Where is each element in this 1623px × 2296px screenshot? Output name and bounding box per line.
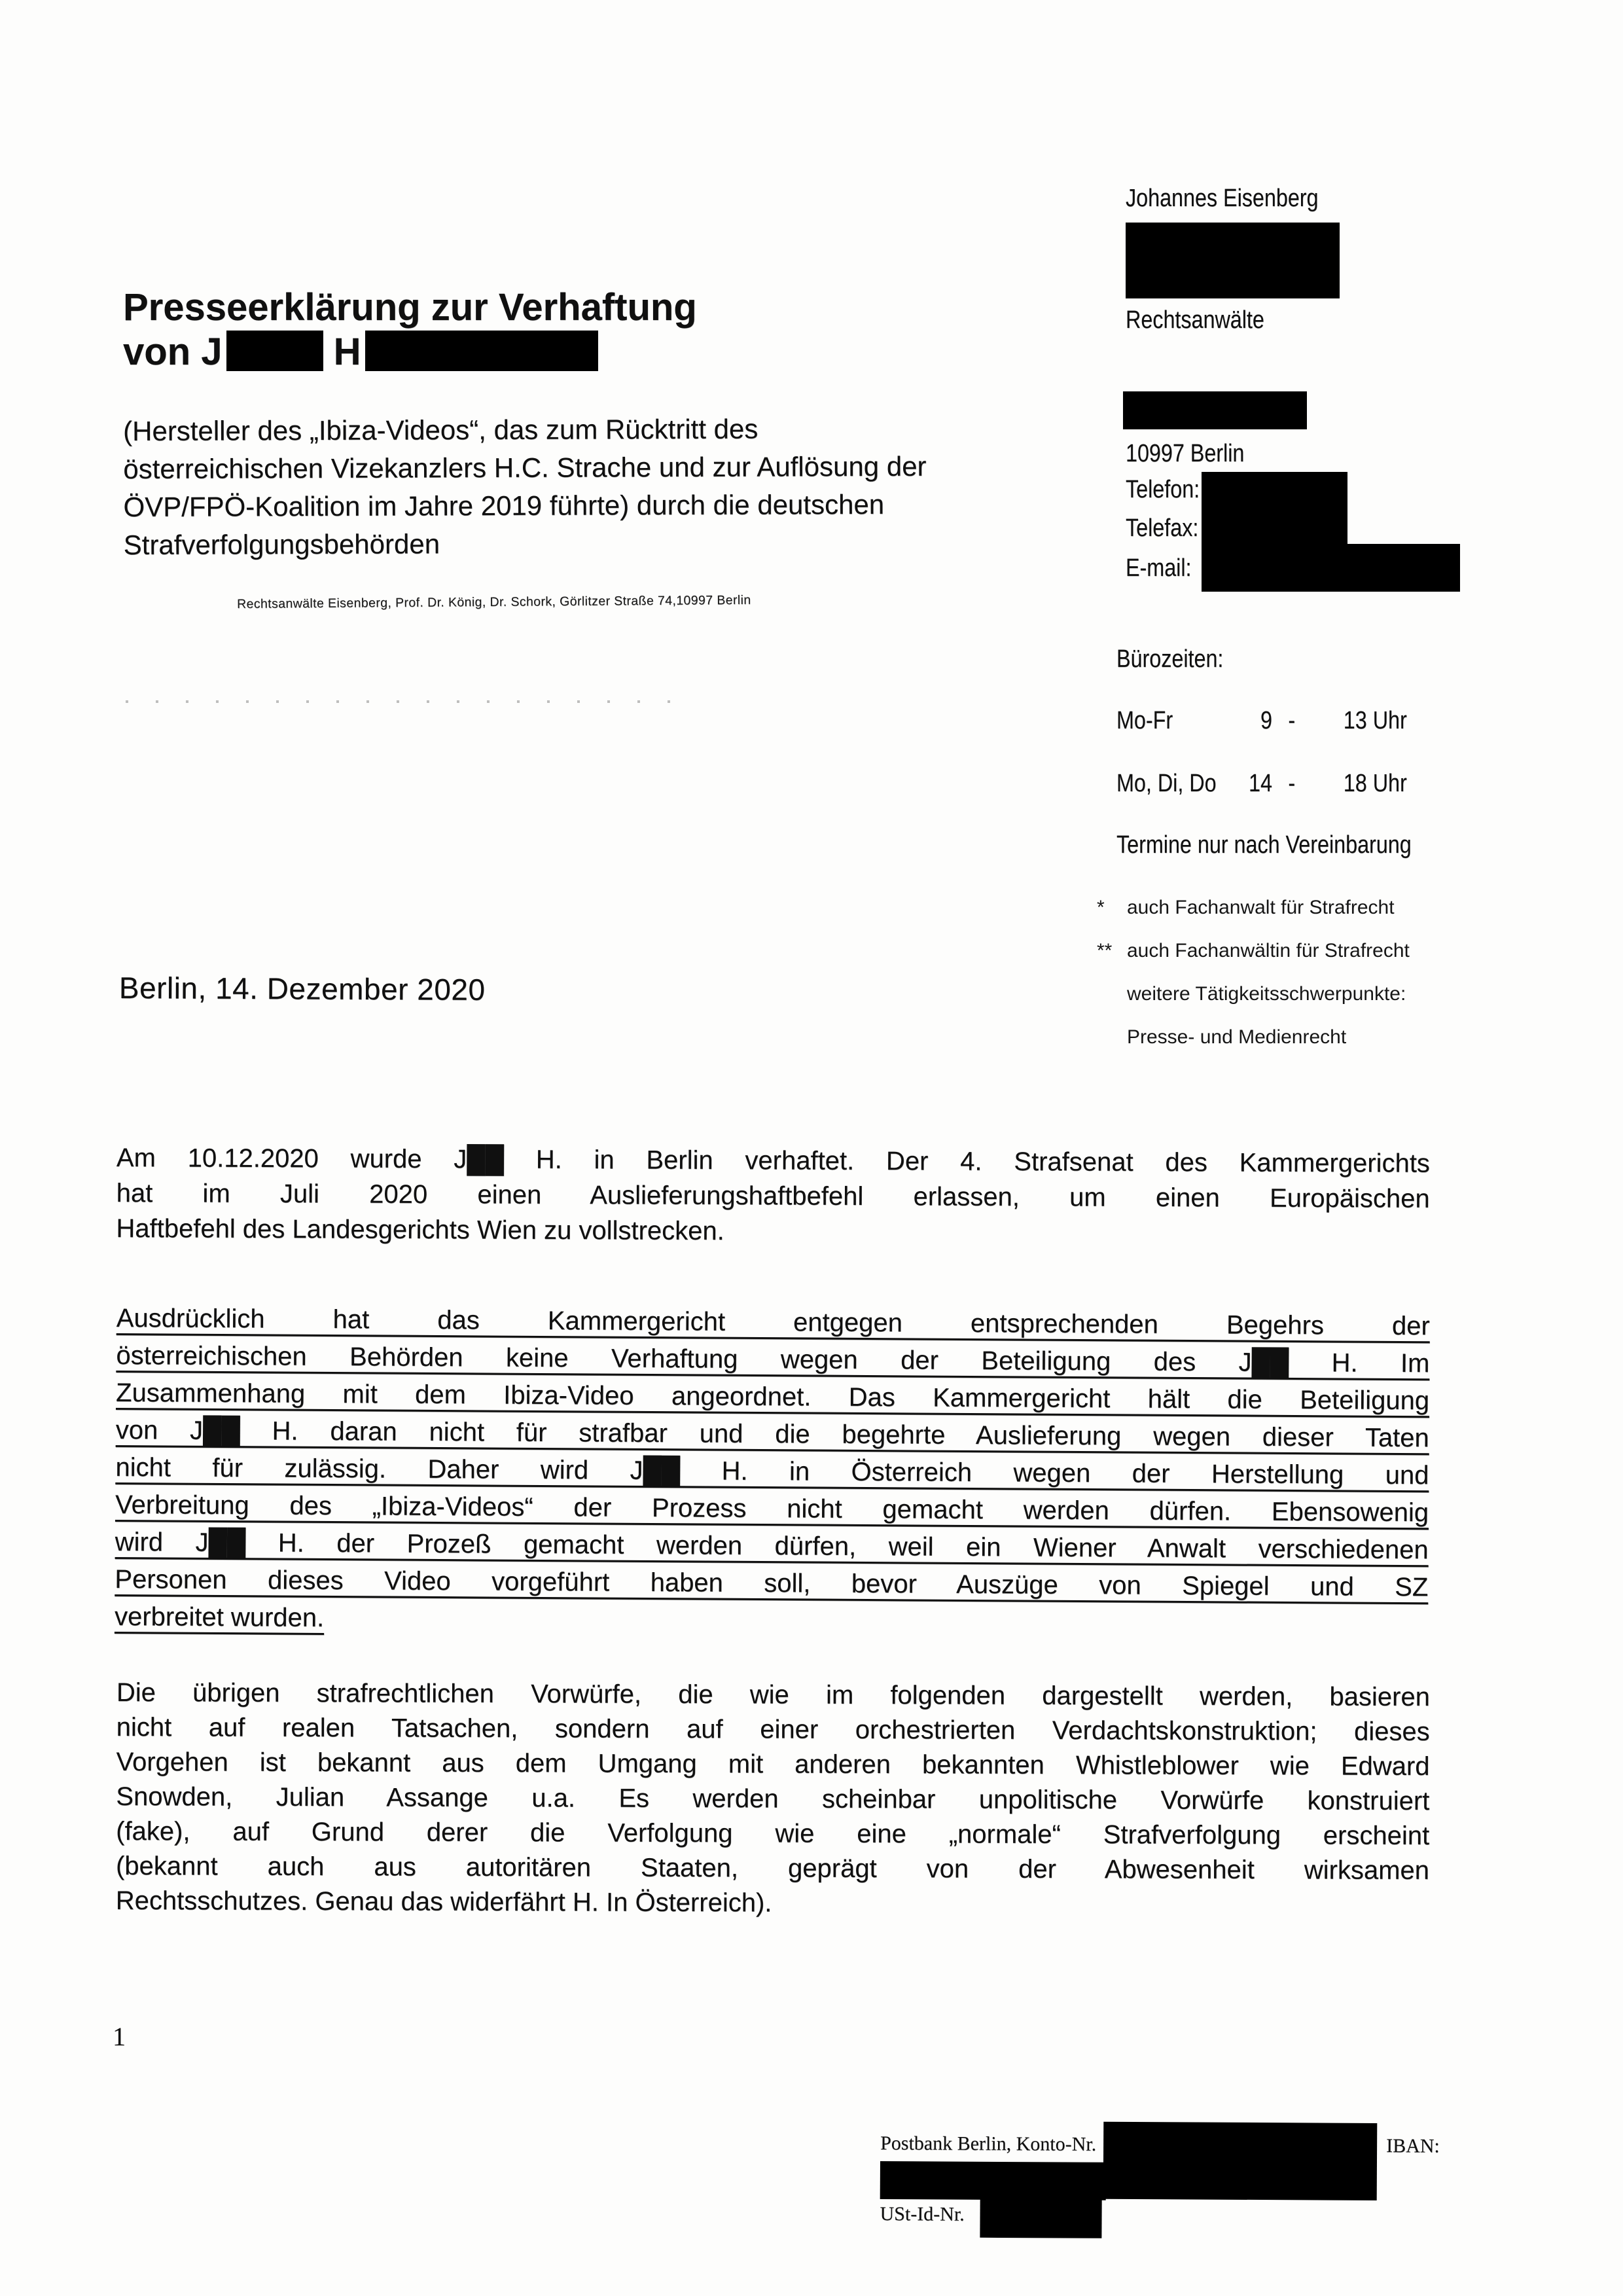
title-line2-prefix: von J (123, 331, 223, 373)
body-line: verbreitet wurden. (114, 1602, 325, 1632)
subtitle-line: ÖVP/FPÖ-Koalition im Jahre 2019 führte) durch die deutschen (123, 488, 885, 522)
body-line: Am 10.12.2020 wurde J██ H. in Berlin verhaftet. Der 4. Strafsenat des Kammergerichts (116, 1143, 1430, 1178)
body-line: Zusammenhang mit dem Ibiza-Video angeordnet. Das Kammergericht hält die Beteiligung (115, 1378, 1430, 1416)
redaction-vat-id (980, 2197, 1101, 2238)
body-line: nicht für zulässig. Daher wird J██ H. in Österreich wegen der Herstellung und (115, 1452, 1429, 1490)
page-number: 1 (113, 2022, 126, 2051)
body-line: von J██ H. daran nicht für strafbar und die begehrte Auslieferung wegen dieser Taten (115, 1415, 1429, 1453)
body-line: hat im Juli 2020 einen Auslieferungshaftbefehl erlassen, um einen Europäischen (116, 1178, 1430, 1213)
title-line-1: Presseerklärung zur Verhaftung (123, 286, 697, 329)
hours-days: Mo-Fr (1116, 707, 1173, 734)
email-label: E-mail: (1126, 554, 1192, 582)
body-line: österreichischen Behörden keine Verhaftung wegen der Beteiligung des J██ H. Im (116, 1340, 1430, 1378)
body-line: Rechtsschutzes. Genau das widerfährt H. In Österreich). (115, 1886, 772, 1918)
hours-to: 18 Uhr (1343, 770, 1407, 797)
letterhead-firm-label: Rechtsanwälte (1126, 306, 1264, 334)
body-line: nicht auf realen Tatsachen, sondern auf einer orchestrierten Verdachtskonstruktion; dieses (116, 1712, 1430, 1747)
hours-dash: - (1288, 770, 1296, 797)
vat-id-label: USt-Id-Nr. (880, 2202, 965, 2225)
footnote-text: auch Fachanwältin für Strafrecht (1127, 940, 1410, 961)
hours-dash: - (1288, 707, 1296, 734)
footnote-text: auch Fachanwalt für Strafrecht (1127, 897, 1395, 918)
body-line: (bekannt auch aus autoritären Staaten, geprägt von der Abwesenheit wirksamen (115, 1851, 1430, 1886)
body-line: Personen dieses Video vorgeführt haben soll, bevor Auszüge von Spiegel und SZ (115, 1564, 1429, 1602)
footnote-text: Presse- und Medienrecht (1127, 1026, 1347, 1048)
footnote-marker: * (1097, 897, 1105, 918)
phone-label: Telefon: (1126, 476, 1200, 503)
dateline: Berlin, 14. Dezember 2020 (118, 971, 486, 1007)
sender-address-line: Rechtsanwälte Eisenberg, Prof. Dr. König, Dr. Schork, Görlitzer Straße 74,10997 Berlin (237, 592, 751, 611)
body-line: Die übrigen strafrechtlichen Vorwürfe, die wie im folgenden dargestellt werden, basieren (116, 1678, 1430, 1712)
bank-account-label: Postbank Berlin, Konto-Nr. (880, 2132, 1097, 2155)
redaction-bank-row2 (880, 2161, 1106, 2200)
hours-days: Mo, Di, Do (1116, 770, 1217, 797)
body-line: wird J██ H. der Prozeß gemacht werden dürfen, weil ein Wiener Anwalt verschiedenen (115, 1527, 1429, 1565)
body-line: Verbreitung des „Ibiza-Videos“ der Prozess nicht gemacht werden dürfen. Ebensowenig (115, 1490, 1429, 1528)
subtitle-line: (Hersteller des „Ibiza-Videos“, das zum Rücktritt des (123, 413, 758, 446)
body-line: (fake), auf Grund derer die Verfolgung wie eine „normale“ Strafverfolgung erscheint (116, 1816, 1430, 1851)
footnote-marker: ** (1097, 940, 1113, 961)
body-line: Vorgehen ist bekannt aus dem Umgang mit anderen bekannten Whistleblower wie Edward (116, 1747, 1430, 1782)
letterhead-attorney-name: Johannes Eisenberg (1126, 185, 1319, 212)
fax-label: Telefax: (1126, 514, 1199, 542)
body-line: Haftbefehl des Landesgerichts Wien zu vollstrecken. (116, 1213, 724, 1246)
letterhead-city: 10997 Berlin (1126, 440, 1245, 467)
redaction-account-number (1103, 2122, 1378, 2200)
iban-label: IBAN: (1386, 2135, 1440, 2157)
hours-from: 14 (1249, 770, 1272, 797)
appointment-note: Termine nur nach Vereinbarung (1116, 831, 1412, 859)
office-hours-heading: Bürozeiten: (1116, 645, 1224, 673)
hours-to: 13 Uhr (1343, 707, 1407, 734)
subtitle-line: österreichischen Vizekanzlers H.C. Strache und zur Auflösung der (123, 450, 927, 484)
title-line2-surname-initial: H (333, 331, 361, 373)
subtitle-line: Strafverfolgungsbehörden (123, 528, 440, 560)
body-line: Ausdrücklich hat das Kammergericht entgegen entsprechenden Begehrs der (116, 1303, 1430, 1341)
hours-from: 9 (1260, 707, 1272, 734)
footnote-text: weitere Tätigkeitsschwerpunkte: (1127, 983, 1406, 1005)
body-line: Snowden, Julian Assange u.a. Es werden scheinbar unpolitische Vorwürfe konstruiert (116, 1782, 1430, 1816)
